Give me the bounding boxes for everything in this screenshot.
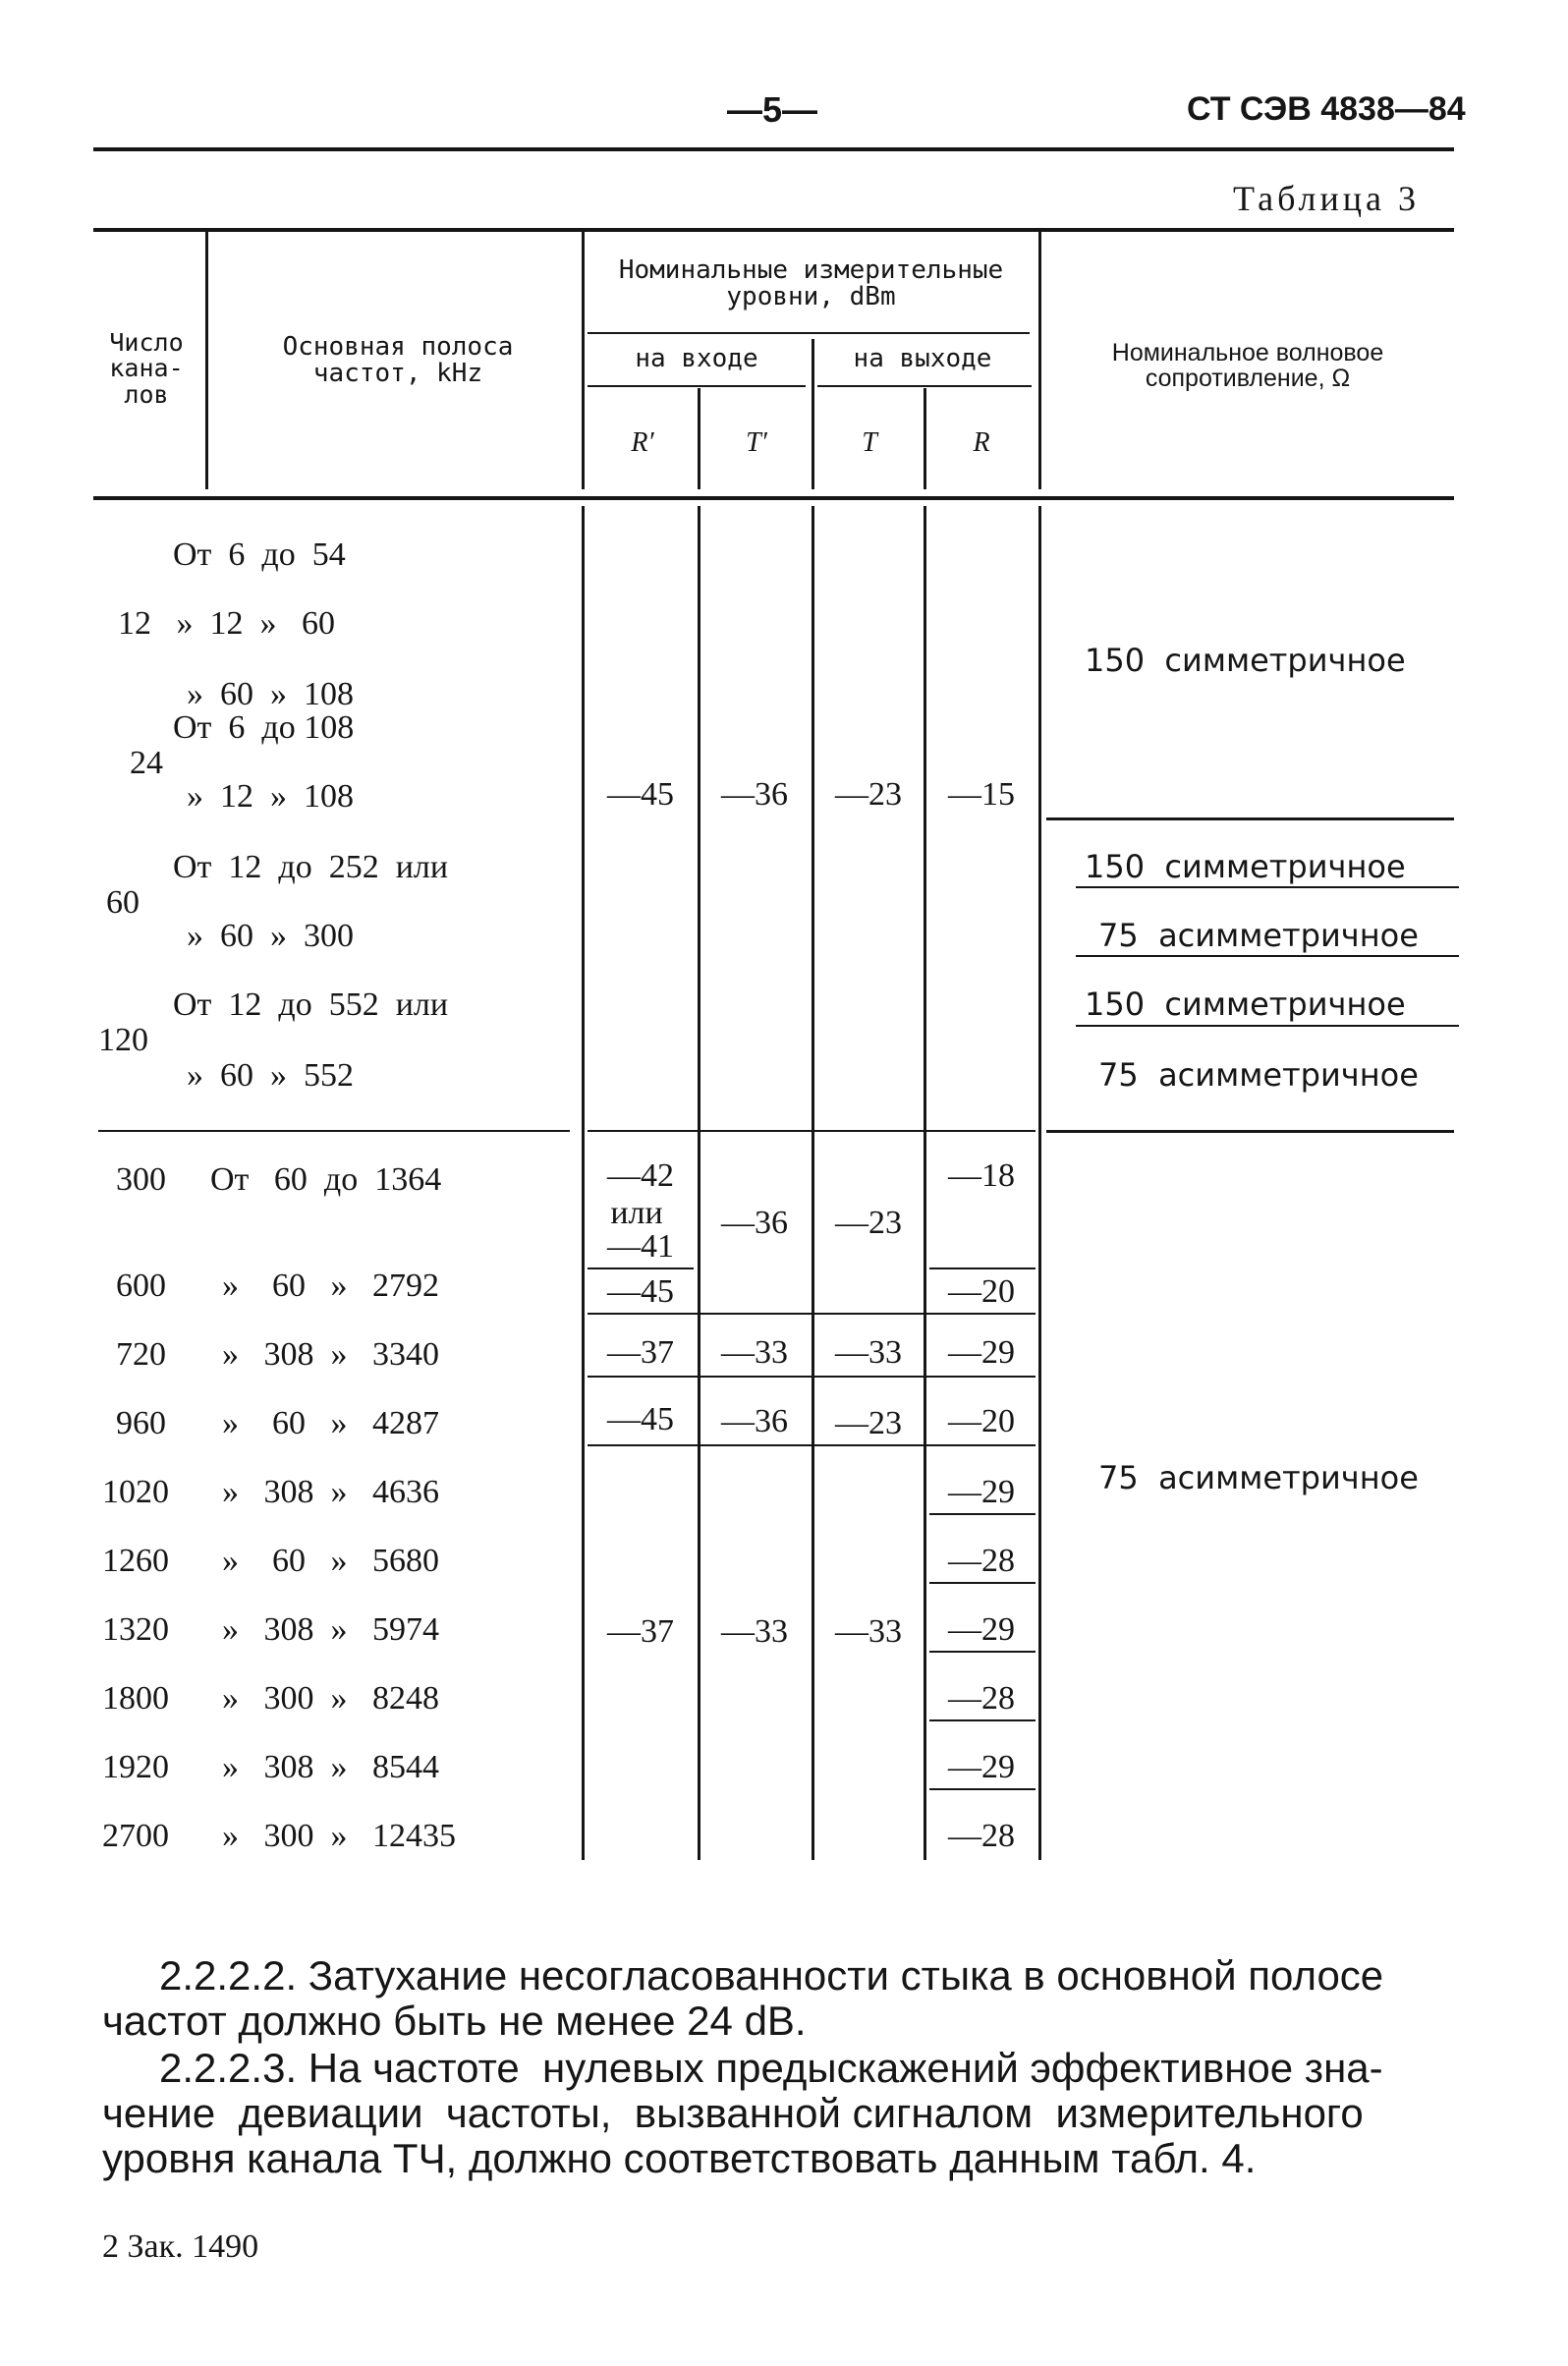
level-value: —36 (721, 1205, 788, 1241)
level-value: —28 (948, 1680, 1015, 1717)
table-row: » 60 » 108 (187, 676, 354, 712)
header-subrule (588, 385, 806, 387)
level-value: —15 (948, 776, 1015, 813)
level-value: —45 (607, 1273, 674, 1310)
table-row: » 308 » 4636 (222, 1474, 439, 1510)
header-rule (93, 147, 1454, 151)
header-t-prime: T′ (746, 427, 767, 458)
body-divider (698, 506, 700, 1860)
level-value: —36 (721, 1403, 788, 1439)
header-t: T (862, 427, 877, 458)
paragraph-line: 2.2.2.3. На частоте нулевых предыскажений эффективное зна- (159, 2045, 1383, 2091)
level-value: —23 (835, 1205, 902, 1241)
cell-rule (929, 1651, 1036, 1653)
cell-rule (588, 1444, 1036, 1446)
table-row: От 12 до 552 или (173, 986, 449, 1023)
table-row: » 300 » 12435 (222, 1818, 456, 1854)
impedance-value: 150 симметричное (1085, 642, 1406, 679)
level-value: —29 (948, 1611, 1015, 1648)
body-divider (1038, 506, 1041, 1860)
page-number: —5— (727, 89, 818, 130)
table-row: 600 (116, 1268, 166, 1304)
impedance-rule (1076, 1025, 1459, 1027)
body-divider (812, 506, 814, 1860)
cell-rule (929, 1719, 1036, 1721)
header-divider (924, 388, 926, 489)
level-value: —29 (948, 1749, 1015, 1785)
paragraph-line: уровня канала ТЧ, должно соответствовать данным табл. 4. (102, 2135, 1257, 2181)
table-row: От 6 до 54 (173, 536, 346, 573)
level-value: —28 (948, 1818, 1015, 1854)
level-value: —20 (948, 1403, 1015, 1439)
header-output: на выходе (853, 344, 992, 373)
table-row: 24 (130, 745, 163, 781)
standard-code: СТ СЭВ 4838—84 (1187, 90, 1466, 128)
header-divider (1038, 232, 1041, 489)
level-value: —33 (835, 1334, 902, 1371)
impedance-value: 150 симметричное (1085, 848, 1406, 885)
table-row: 720 (116, 1336, 166, 1373)
table-row: » 60 » 2792 (222, 1268, 439, 1304)
level-value: —33 (721, 1334, 788, 1371)
body-divider (582, 506, 585, 1860)
table-row: От 6 до 108 (173, 709, 355, 746)
cell-rule (929, 1513, 1036, 1515)
level-value: —23 (835, 776, 902, 813)
header-band: Основная полоса частот, kHz (282, 332, 514, 389)
impedance-rule (1076, 955, 1459, 957)
group-separator (1046, 1130, 1454, 1133)
footer-order-number: 2 Зак. 1490 (102, 2228, 259, 2265)
header-bottom-rule (93, 496, 1454, 500)
header-r-prime: R′ (631, 427, 654, 458)
table-row: 1020 (102, 1474, 169, 1510)
level-value: —41 (607, 1228, 674, 1265)
table-row: От 12 до 252 или (173, 849, 449, 885)
header-channels: Число кана- лов (109, 328, 184, 409)
table-row: » 308 » 5974 (222, 1611, 439, 1648)
table-row: 12 » 12 » 60 (118, 605, 335, 642)
level-value: —45 (607, 1401, 674, 1437)
level-value: —33 (835, 1613, 902, 1650)
group-separator (98, 1130, 570, 1132)
table-row: 2700 (102, 1818, 169, 1854)
group-separator (588, 1130, 1036, 1132)
table-row: » 308 » 8544 (222, 1749, 439, 1785)
header-subrule (588, 332, 1030, 334)
impedance-value: 75 асимметричное (1098, 1056, 1419, 1094)
cell-rule (588, 1313, 1036, 1315)
impedance-value: 150 симметричное (1085, 986, 1406, 1023)
cell-rule (929, 1788, 1036, 1790)
header-input: на входе (635, 344, 758, 373)
level-value: —36 (721, 776, 788, 813)
level-value: —45 (607, 776, 674, 813)
table-row: » 60 » 4287 (222, 1405, 439, 1441)
impedance-rule (1076, 886, 1459, 888)
header-subrule (817, 385, 1032, 387)
impedance-value: 75 асимметричное (1098, 917, 1419, 954)
paragraph-line: 2.2.2.2. Затухание несогласованности стыка в основной полосе (159, 1952, 1384, 1999)
paragraph-line: чение девиации частоты, вызванной сигналом измерительного (102, 2090, 1364, 2136)
table-row: 1320 (102, 1611, 169, 1648)
header-r: R (973, 427, 990, 458)
table-row: » 60 » 5680 (222, 1543, 439, 1579)
table-row: 1920 (102, 1749, 169, 1785)
level-value: —37 (607, 1334, 674, 1371)
table-row: » 60 » 300 (187, 918, 354, 954)
table-row: 60 (106, 884, 140, 921)
table-top-rule (93, 228, 1454, 232)
impedance-rule (1046, 817, 1454, 820)
table-caption: Таблица 3 (1233, 179, 1420, 218)
body-divider (924, 506, 926, 1860)
cell-rule (929, 1582, 1036, 1584)
level-value: —20 (948, 1273, 1015, 1310)
header-divider (205, 232, 208, 489)
cell-rule (588, 1376, 1036, 1378)
level-value: —37 (607, 1613, 674, 1650)
cell-rule (929, 1268, 1036, 1269)
level-value: —33 (721, 1613, 788, 1650)
table-row: 960 (116, 1405, 166, 1441)
table-row: 300 (116, 1161, 166, 1198)
table-row: » 308 » 3340 (222, 1336, 439, 1373)
level-value: —18 (948, 1157, 1015, 1194)
header-impedance: Номинальное волновое сопротивление, Ω (1111, 339, 1384, 393)
table-row: » 300 » 8248 (222, 1680, 439, 1717)
level-value: —29 (948, 1334, 1015, 1371)
level-value: —42 (607, 1157, 674, 1194)
impedance-value: 75 асимметричное (1098, 1459, 1419, 1496)
header-divider (812, 339, 814, 489)
header-divider (582, 232, 585, 489)
level-value: —23 (835, 1405, 902, 1441)
level-value: или (610, 1195, 663, 1231)
level-value: —28 (948, 1543, 1015, 1579)
table-row: От 60 до 1364 (210, 1161, 442, 1198)
table-row: » 60 » 552 (187, 1057, 354, 1094)
level-value: —29 (948, 1474, 1015, 1510)
table-row: 120 (98, 1022, 148, 1058)
table-row: 1800 (102, 1680, 169, 1717)
table-row: 1260 (102, 1543, 169, 1579)
header-levels: Номинальные измерительные уровни, dBm (618, 255, 1004, 312)
paragraph-line: частот должно быть не менее 24 dB. (102, 1998, 807, 2044)
cell-rule (588, 1268, 694, 1269)
header-divider (698, 388, 700, 489)
table-row: » 12 » 108 (187, 778, 354, 815)
